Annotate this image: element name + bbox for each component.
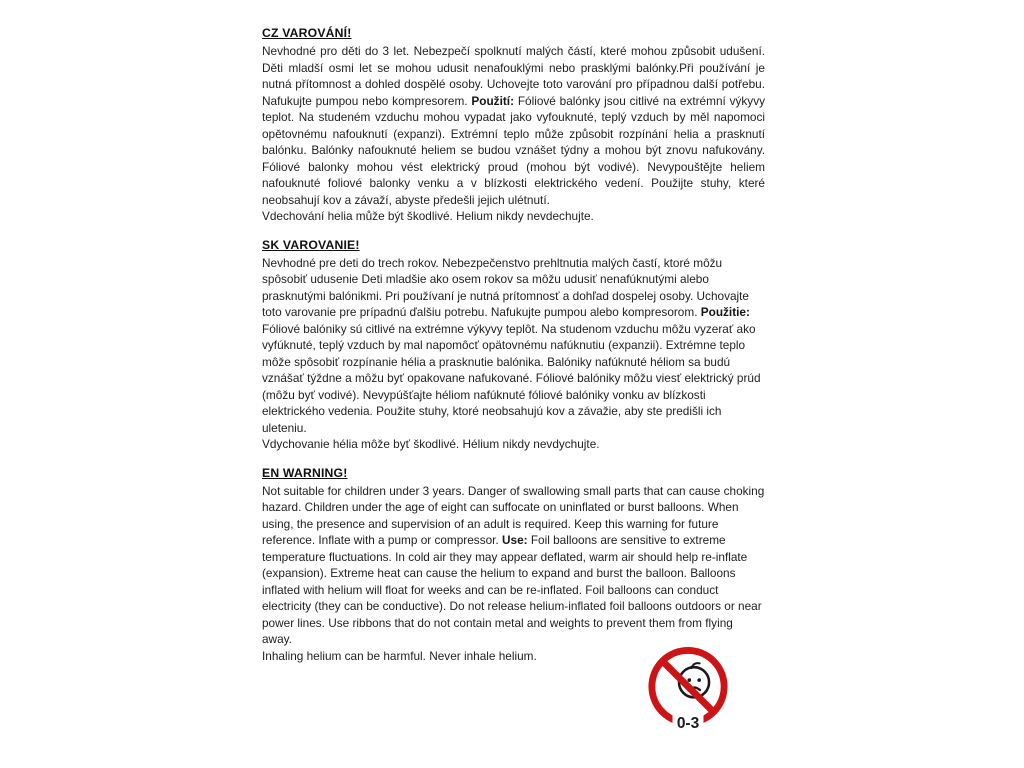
cz-use-label: Použití: xyxy=(471,93,514,108)
en-use-label: Use: xyxy=(501,533,528,547)
cz-body-text-after: Fóliové balónky jsou citlivé na extrémní výkyvy teplot. Na studeném vzduchu mohou vypadat jako vyfouknuté, teplý vzduch by měl napomoci opětovnému nafouknutí (expanzi). Extrémní teplo může způsobit rozpínání helia a prasknutí balónku. Balónky nafouknuté heliem se budou vznášet týdny a mohou být znovu nafukovány. Fóliové balonky mohou vést elektrický proud (mohou být vodivé). Nevypouštějte heliem nafouknuté foliové balonky venku a v blízkosti elektrického vedení. Použijte stuhy, které neobsahují kov a závaží, abyste předešli jejich ulétnutí. xyxy=(262,93,765,207)
en-body-text-after: Foil balloons are sensitive to extreme temperature fluctuations. In cold air they may appear deflated, warm air should help re-inflate (expansion). Extreme heat can cause the helium to expand and burst the balloon. Balloons inflated with helium will float for weeks and can be re-inflated. Foil balloons can conduct electricity (they can be conductive). Do not release helium-inflated foil balloons outdoors or near power lines. Use ribbons that do not contain metal and weights to prevent them from flying away. xyxy=(262,533,762,646)
prohibition-sign-icon xyxy=(645,645,731,735)
age-range-label: 0-3 xyxy=(676,714,700,732)
section-sk-heading: SK VAROVANIE! xyxy=(262,237,360,252)
section-en-warning xyxy=(262,465,765,665)
right-eye xyxy=(697,678,701,682)
en-body-text: Not suitable for children under 3 years. Danger of swallowing small parts that can cause choking hazard. Children under the age of eight can suffocate on uninflated or burst balloons. When using, the presence and supervision of an adult is required. Keep this warning for future reference. Inflate with a pump or compressor. xyxy=(262,483,765,547)
sk-body-text-after: Fóliové balóniky sú citlivé na extrémne výkyvy teplôt. Na studenom vzduchu môžu vyzerať ako vyfúknuté, teplý vzduch by mal napomôcť opätovnému nafúknutiu (expanzii). Extrémne teplo môže spôsobiť rozpínanie hélia a prasknutie balónika. Balóniky nafúknuté héliom sa budú vznášať týždne a môžu byť opakovane nafukované. Fóliové balóniky môžu viesť elektrický prúd (môžu byť vodivé). Nevypúšťajte héliom nafúknuté fóliové balóniky vonku av blízkosti elektrického vedenia. Použite stuhy, ktoré neobsahujú kov a závažie, aby ste predišli ich uleteniu. xyxy=(262,321,761,435)
section-cz-heading: CZ VAROVÁNÍ! xyxy=(262,26,352,40)
age-restriction-0-3-icon xyxy=(645,645,731,735)
section-cz-body xyxy=(262,43,765,208)
left-eye xyxy=(687,678,691,682)
sk-body-text: Nevhodné pre deti do trech rokov. Nebezpečenstvo prehltnutia malých častí, ktoré môžu spôsobiť udusenie Deti mladšie ako osem rokov sa môžu udusiť nenafúknutými alebo prasknutými balónikmi. Pri používaní je nutná prítomnosť a dohľad dospelej osoby. Uchovajte toto varovanie pre prípadnú ďalšiu potrebu. Nafukujte pumpou alebo kompresorom. xyxy=(262,255,749,319)
section-sk-warning xyxy=(262,237,765,453)
section-sk-body xyxy=(262,255,765,437)
section-en-heading: EN WARNING! xyxy=(262,465,348,480)
section-cz-final-line: Vdechování helia může být škodlivé. Helium nikdy nevdechujte. xyxy=(262,209,594,223)
section-en-body xyxy=(262,483,765,648)
section-cz-warning xyxy=(262,25,765,225)
warning-text-column xyxy=(262,25,765,664)
sk-use-label: Použitie: xyxy=(700,305,750,319)
section-en-final-line: Inhaling helium can be harmful. Never inhale helium. xyxy=(262,648,537,663)
cz-body-text: Nevhodné pro děti do 3 let. Nebezpečí spolknutí malých částí, které mohou způsobit udušení. Děti mladší osmi let se mohou udusit nenafouklými nebo prasklými balónky.Při používání je nutná přítomnost a dohled dospělé osoby. Uchovejte toto varování pro případnou další potřebu. Nafukujte pumpou nebo kompresorem. xyxy=(262,44,765,108)
section-sk-final-line: Vdychovanie hélia môže byť škodlivé. Hélium nikdy nevdychujte. xyxy=(262,437,600,451)
